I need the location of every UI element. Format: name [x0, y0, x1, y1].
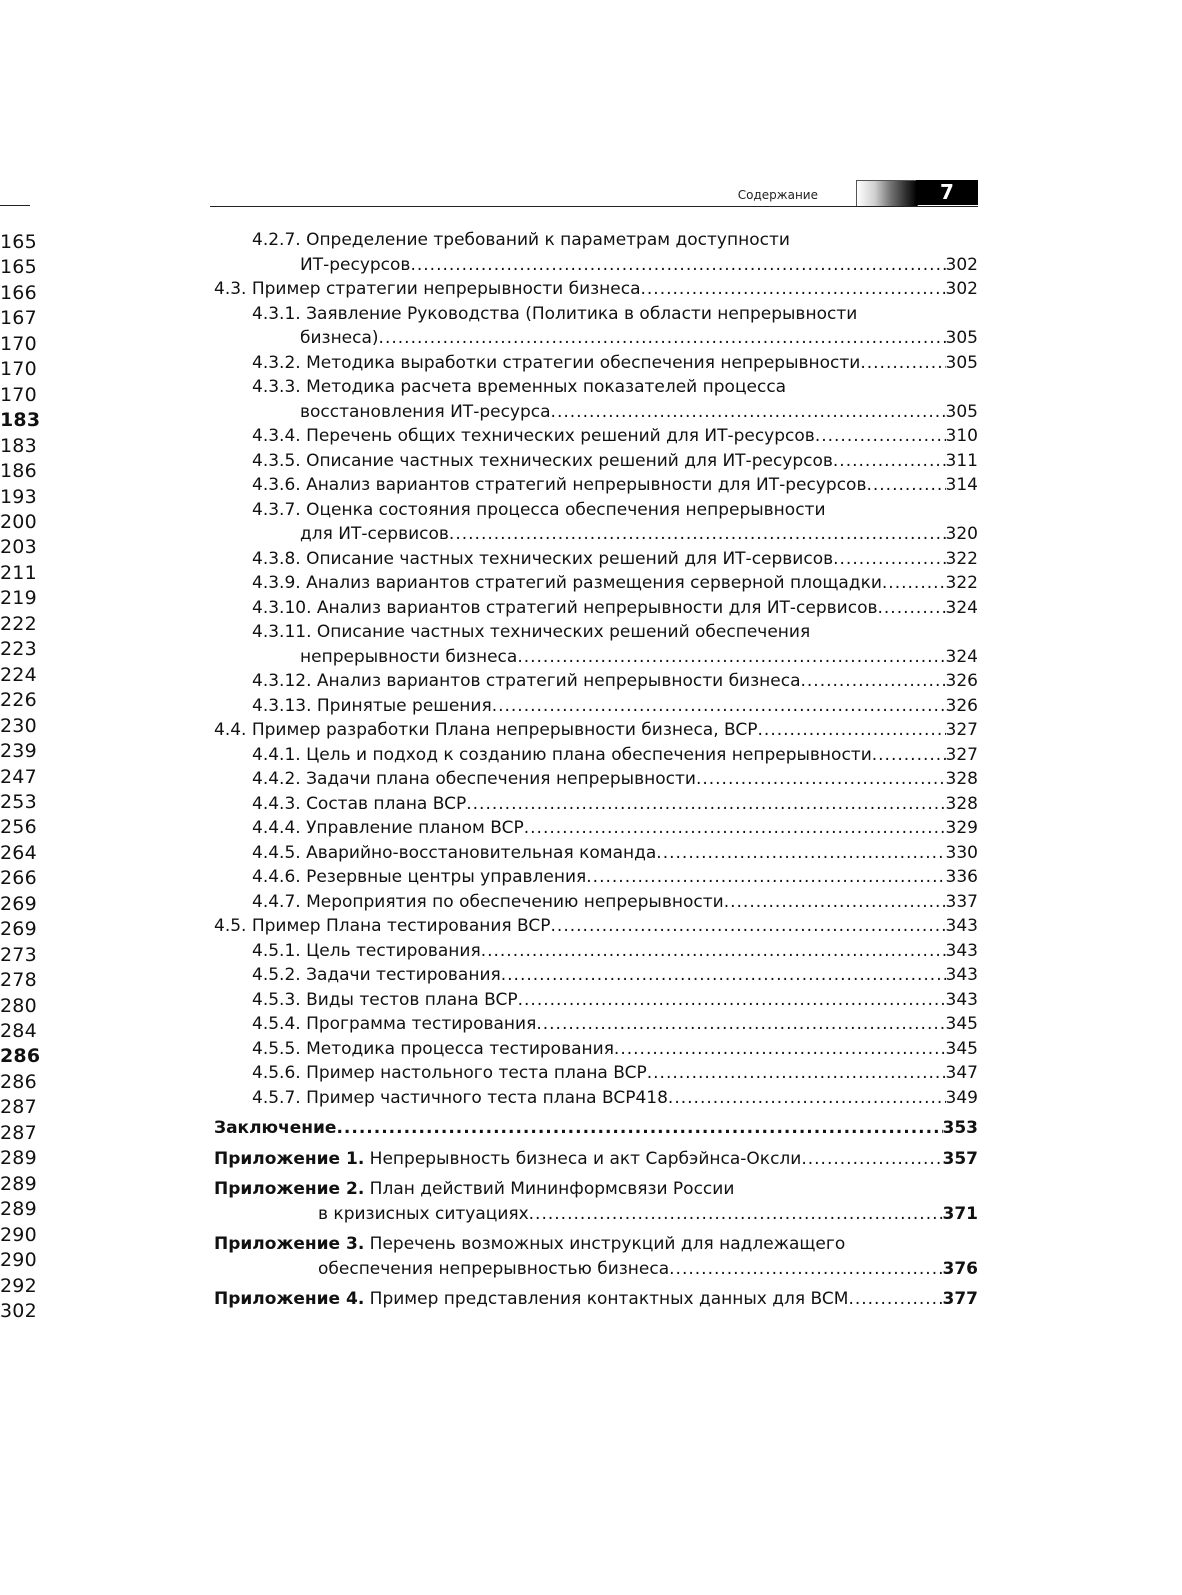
toc-entry-appendix-2: в кризисных ситуациях ..... 371	[210, 1202, 978, 1227]
toc-entry-4-3-1-line1: 4.3.1. Заявление Руководства (Политика в области непрерывности	[252, 303, 858, 324]
table-of-contents	[210, 228, 978, 1312]
toc-entry-4-3-1: бизнеса) ..... 305	[210, 326, 978, 351]
toc-entry-4-3: 4.3. Пример стратегии непрерывности бизнеса ..... 302	[210, 277, 978, 302]
header-rule	[210, 206, 978, 207]
toc-entry-4-3-10: 4.3.10. Анализ вариантов стратегий непрерывности для ИТ-сервисов ..... 324	[210, 596, 978, 621]
left-page-number: 226	[0, 689, 37, 712]
toc-entry-4-5-2: 4.5.2. Задачи тестирования ..... 343	[210, 963, 978, 988]
header-gradient-bar	[856, 180, 918, 207]
left-page-number: 167	[0, 307, 37, 330]
left-page-number: 289	[0, 1172, 37, 1195]
toc-entry-4-4: 4.4. Пример разработки Плана непрерывности бизнеса, BCP ..... 327	[210, 718, 978, 743]
left-page-number: 290	[0, 1249, 37, 1272]
left-page-number: 284	[0, 1020, 37, 1043]
toc-entry-appendix-1: Приложение 1. Непрерывность бизнеса и акт Сарбэйнса-Оксли ..... 357	[210, 1147, 978, 1172]
page-number: 7	[916, 180, 978, 205]
toc-entry-4-5-3: 4.5.3. Виды тестов плана BCP ..... 343	[210, 988, 978, 1013]
toc-entry-4-3-6: 4.3.6. Анализ вариантов стратегий непрерывности для ИТ-ресурсов ..... 314	[210, 473, 978, 498]
toc-entry-4-4-4: 4.4.4. Управление планом BCP ..... 329	[210, 816, 978, 841]
left-page-number: 222	[0, 612, 37, 635]
left-page-number: 219	[0, 587, 37, 610]
toc-entry-4-3-11: непрерывности бизнеса ..... 324	[210, 645, 978, 670]
left-page-number: 266	[0, 867, 37, 890]
left-page-number: 264	[0, 841, 37, 864]
toc-entry-4-4-7: 4.4.7. Мероприятия по обеспечению непрерывности ..... 337	[210, 890, 978, 915]
left-page-number: 224	[0, 663, 37, 686]
left-page-number: 292	[0, 1274, 37, 1297]
toc-entry-4-5-1: 4.5.1. Цель тестирования ..... 343	[210, 939, 978, 964]
toc-entry-4-4-1: 4.4.1. Цель и подход к созданию плана обеспечения непрерывности ..... 327	[210, 743, 978, 768]
left-header-rule	[0, 205, 30, 206]
toc-entry-appendix-3-line1: Приложение 3. Перечень возможных инструкций для надлежащего	[214, 1234, 846, 1254]
toc-entry-appendix-3: обеспечения непрерывностью бизнеса ..... 376	[210, 1257, 978, 1282]
toc-entry-4-3-7-line1: 4.3.7. Оценка состояния процесса обеспечения непрерывности	[252, 499, 826, 520]
left-page-number: 170	[0, 383, 37, 406]
toc-entry-4-5-5: 4.5.5. Методика процесса тестирования ..... 345	[210, 1037, 978, 1062]
toc-entry-4-3-8: 4.3.8. Описание частных технических решений для ИТ-сервисов ..... 322	[210, 547, 978, 572]
left-page-number: 256	[0, 816, 37, 839]
left-page-number: 286	[0, 1045, 41, 1068]
toc-entry-4-3-7: для ИТ-сервисов ..... 320	[210, 522, 978, 547]
toc-entry-4-5-4: 4.5.4. Программа тестирования ..... 345	[210, 1012, 978, 1037]
toc-entry-4-3-3: восстановления ИТ-ресурса ..... 305	[210, 400, 978, 425]
left-page-number: 287	[0, 1121, 37, 1144]
toc-entry-appendix-2-line1: Приложение 2. План действий Мининформсвязи России	[214, 1179, 735, 1199]
left-page-number: 230	[0, 714, 37, 737]
toc-entry-4-2-7: ИТ-ресурсов ..... 302	[210, 253, 978, 278]
left-page-number: 289	[0, 1198, 37, 1221]
left-page-number: 290	[0, 1223, 37, 1246]
toc-entry-4-3-3-line1: 4.3.3. Методика расчета временных показателей процесса	[252, 377, 787, 397]
header-title: Содержание	[737, 188, 818, 202]
left-page-number: 170	[0, 358, 37, 381]
toc-entry-appendix-4: Приложение 4. Пример представления контактных данных для BCM ..... 377	[210, 1287, 978, 1312]
toc-entry-4-4-6: 4.4.6. Резервные центры управления ..... 336	[210, 865, 978, 890]
left-page-number: 286	[0, 1070, 37, 1093]
left-page-number: 183	[0, 409, 41, 432]
toc-entry-4-2-7-line1: 4.2.7. Определение требований к параметрам доступности	[252, 230, 790, 250]
toc-entry-conclusion: Заключение ..... 353	[210, 1116, 978, 1141]
left-page-number: 211	[0, 561, 37, 584]
left-page-number: 193	[0, 485, 37, 508]
toc-entry-4-4-5: 4.4.5. Аварийно-восстановительная команда ..... 330	[210, 841, 978, 866]
left-page-number: 170	[0, 332, 37, 355]
left-page-number: 165	[0, 231, 37, 253]
toc-entry-4-3-4: 4.3.4. Перечень общих технических решений для ИТ-ресурсов ..... 310	[210, 424, 978, 449]
left-page-number: 269	[0, 892, 37, 915]
left-page-number: 247	[0, 765, 37, 788]
left-page-number: 253	[0, 790, 37, 813]
left-page-number: 166	[0, 281, 37, 304]
toc-entry-4-4-3: 4.4.3. Состав плана BCP ..... 328	[210, 792, 978, 817]
left-page-number: 203	[0, 536, 37, 559]
left-page-number: 165	[0, 256, 37, 279]
left-page-number: 287	[0, 1096, 37, 1119]
left-page-number: 289	[0, 1147, 37, 1170]
left-page-number: 186	[0, 460, 37, 483]
toc-entry-4-5-6: 4.5.6. Пример настольного теста плана BCP ..... 347	[210, 1061, 978, 1086]
left-page-number: 183	[0, 434, 37, 457]
left-page-number: 302	[0, 1300, 37, 1322]
page-header	[210, 180, 978, 208]
left-page-number: 273	[0, 943, 37, 966]
toc-entry-4-4-2: 4.4.2. Задачи плана обеспечения непрерывности ..... 328	[210, 767, 978, 792]
left-page-number: 223	[0, 638, 37, 661]
toc-entry-4-3-13: 4.3.13. Принятые решения ..... 326	[210, 694, 978, 719]
toc-entry-4-5-7: 4.5.7. Пример частичного теста плана BCP418 ..... 349	[210, 1086, 978, 1111]
toc-entry-4-5: 4.5. Пример Плана тестирования BCP ..... 343	[210, 914, 978, 939]
toc-entry-4-3-11-line1: 4.3.11. Описание частных технических решений обеспечения	[252, 622, 811, 642]
left-page-number: 280	[0, 994, 37, 1017]
left-page-number: 278	[0, 969, 37, 992]
toc-entry-4-3-5: 4.3.5. Описание частных технических решений для ИТ-ресурсов ..... 311	[210, 449, 978, 474]
toc-entry-4-3-12: 4.3.12. Анализ вариантов стратегий непрерывности бизнеса ..... 326	[210, 669, 978, 694]
left-page-number: 239	[0, 740, 37, 763]
toc-entry-4-3-2: 4.3.2. Методика выработки стратегии обеспечения непрерывности ..... 305	[210, 351, 978, 376]
toc-entry-4-3-9: 4.3.9. Анализ вариантов стратегий размещения серверной площадки ..... 322	[210, 571, 978, 596]
left-page-number: 200	[0, 510, 37, 533]
left-page-number: 269	[0, 918, 37, 941]
